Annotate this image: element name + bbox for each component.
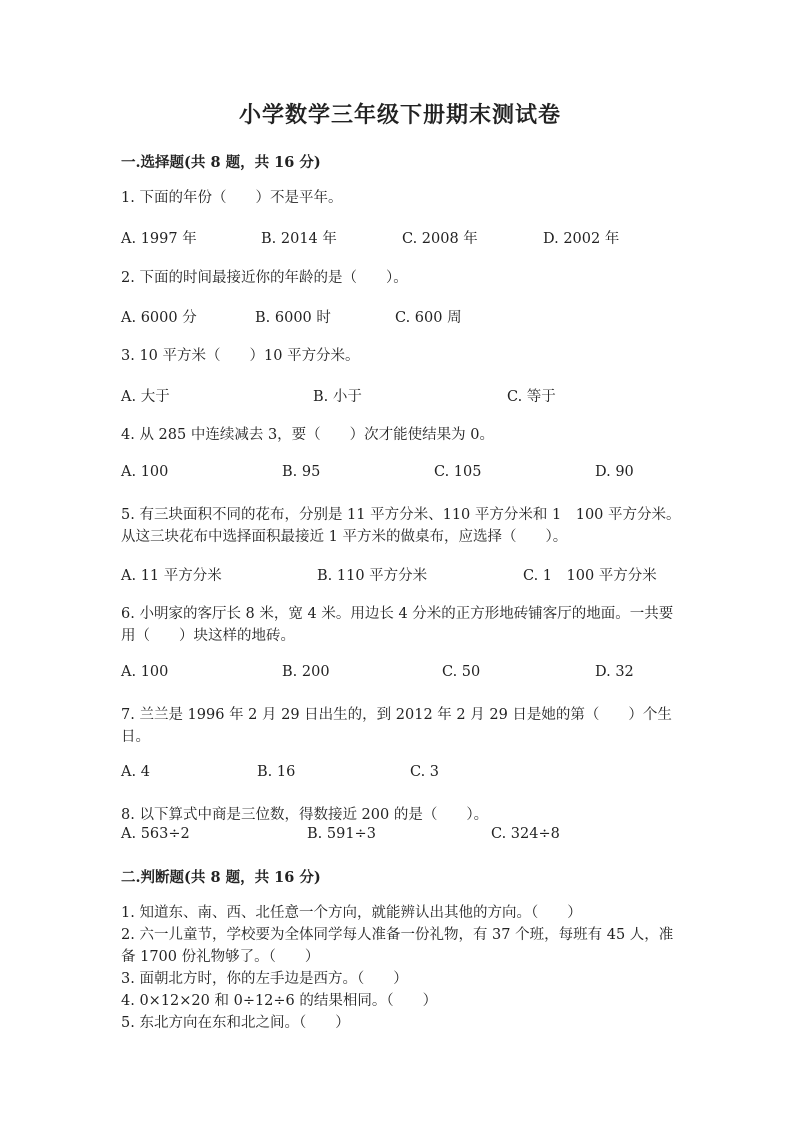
option-b: B. 200 (282, 664, 330, 680)
page-title: 小学数学三年级下册期末测试卷 (238, 102, 561, 128)
option-b: B. 591÷3 (307, 826, 376, 842)
question-4: 4. 从 285 中连续减去 3，要（ ）次才能使结果为 0。 (121, 427, 495, 443)
option-d: D. 32 (595, 664, 634, 680)
option-a: A. 100 (121, 464, 169, 480)
option-c: C. 105 (434, 464, 482, 480)
option-a: A. 4 (121, 764, 150, 780)
option-b: B. 110 平方分米 (317, 568, 428, 584)
option-b: B. 2014 年 (261, 231, 337, 247)
judgement-item-3: 3. 面朝北方时，你的左手边是西方。（ ） (121, 971, 408, 987)
option-d: D. 90 (595, 464, 634, 480)
option-c: C. 324÷8 (491, 826, 560, 842)
question-8: 8. 以下算式中商是三位数，得数接近 200 的是（ ）。 (121, 807, 489, 823)
option-b: B. 16 (257, 764, 296, 780)
judgement-item-1: 1. 知道东、南、西、北任意一个方向，就能辨认出其他的方向。（ ） (121, 905, 582, 921)
option-b: B. 6000 时 (255, 310, 331, 326)
judgement-item-4: 4. 0×12×20 和 0÷12÷6 的结果相同。（ ） (121, 993, 438, 1009)
question-3: 3. 10 平方米（ ）10 平方分米。 (121, 348, 360, 364)
option-a: A. 11 平方分米 (121, 568, 222, 584)
option-c: C. 1 100 平方分米 (523, 568, 657, 584)
option-c: C. 600 周 (395, 310, 462, 326)
question-1: 1. 下面的年份（ ）不是平年。 (121, 190, 343, 206)
judgement-item-2: 2. 六一儿童节，学校要为全体同学每人准备一份礼物，有 37 个班，每班有 45 人，准备 1700 份礼物够了。（ ） (121, 927, 674, 965)
option-a: A. 1997 年 (121, 231, 197, 247)
option-c: C. 等于 (507, 389, 556, 405)
section-heading-judgement: 二.判断题(共 8 题，共 16 分) (121, 869, 321, 886)
option-a: A. 大于 (121, 389, 170, 405)
option-b: B. 95 (282, 464, 321, 480)
judgement-item-5: 5. 东北方向在东和北之间。（ ） (121, 1015, 350, 1031)
option-c: C. 50 (442, 664, 481, 680)
option-d: D. 2002 年 (543, 231, 620, 247)
option-a: A. 6000 分 (121, 310, 197, 326)
option-c: C. 2008 年 (402, 231, 478, 247)
question-6: 6. 小明家的客厅长 8 米，宽 4 米。用边长 4 分米的正方形地砖铺客厅的地面。一共要用（ ）块这样的地砖。 (121, 606, 674, 644)
question-7: 7. 兰兰是 1996 年 2 月 29 日出生的，到 2012 年 2 月 29 日是她的第（ ）个生日。 (121, 707, 672, 745)
option-a: A. 563÷2 (121, 826, 190, 842)
question-2: 2. 下面的时间最接近你的年龄的是（ ）。 (121, 270, 408, 286)
option-a: A. 100 (121, 664, 169, 680)
option-b: B. 小于 (313, 389, 362, 405)
question-5: 5. 有三块面积不同的花布，分别是 11 平方分米、110 平方分米和 1 100 平方分米。从这三块花布中选择面积最接近 1 平方米的做桌布，应选择（ ）。 (121, 507, 681, 545)
option-c: C. 3 (410, 764, 440, 780)
section-heading-choice: 一.选择题(共 8 题，共 16 分) (121, 154, 321, 171)
